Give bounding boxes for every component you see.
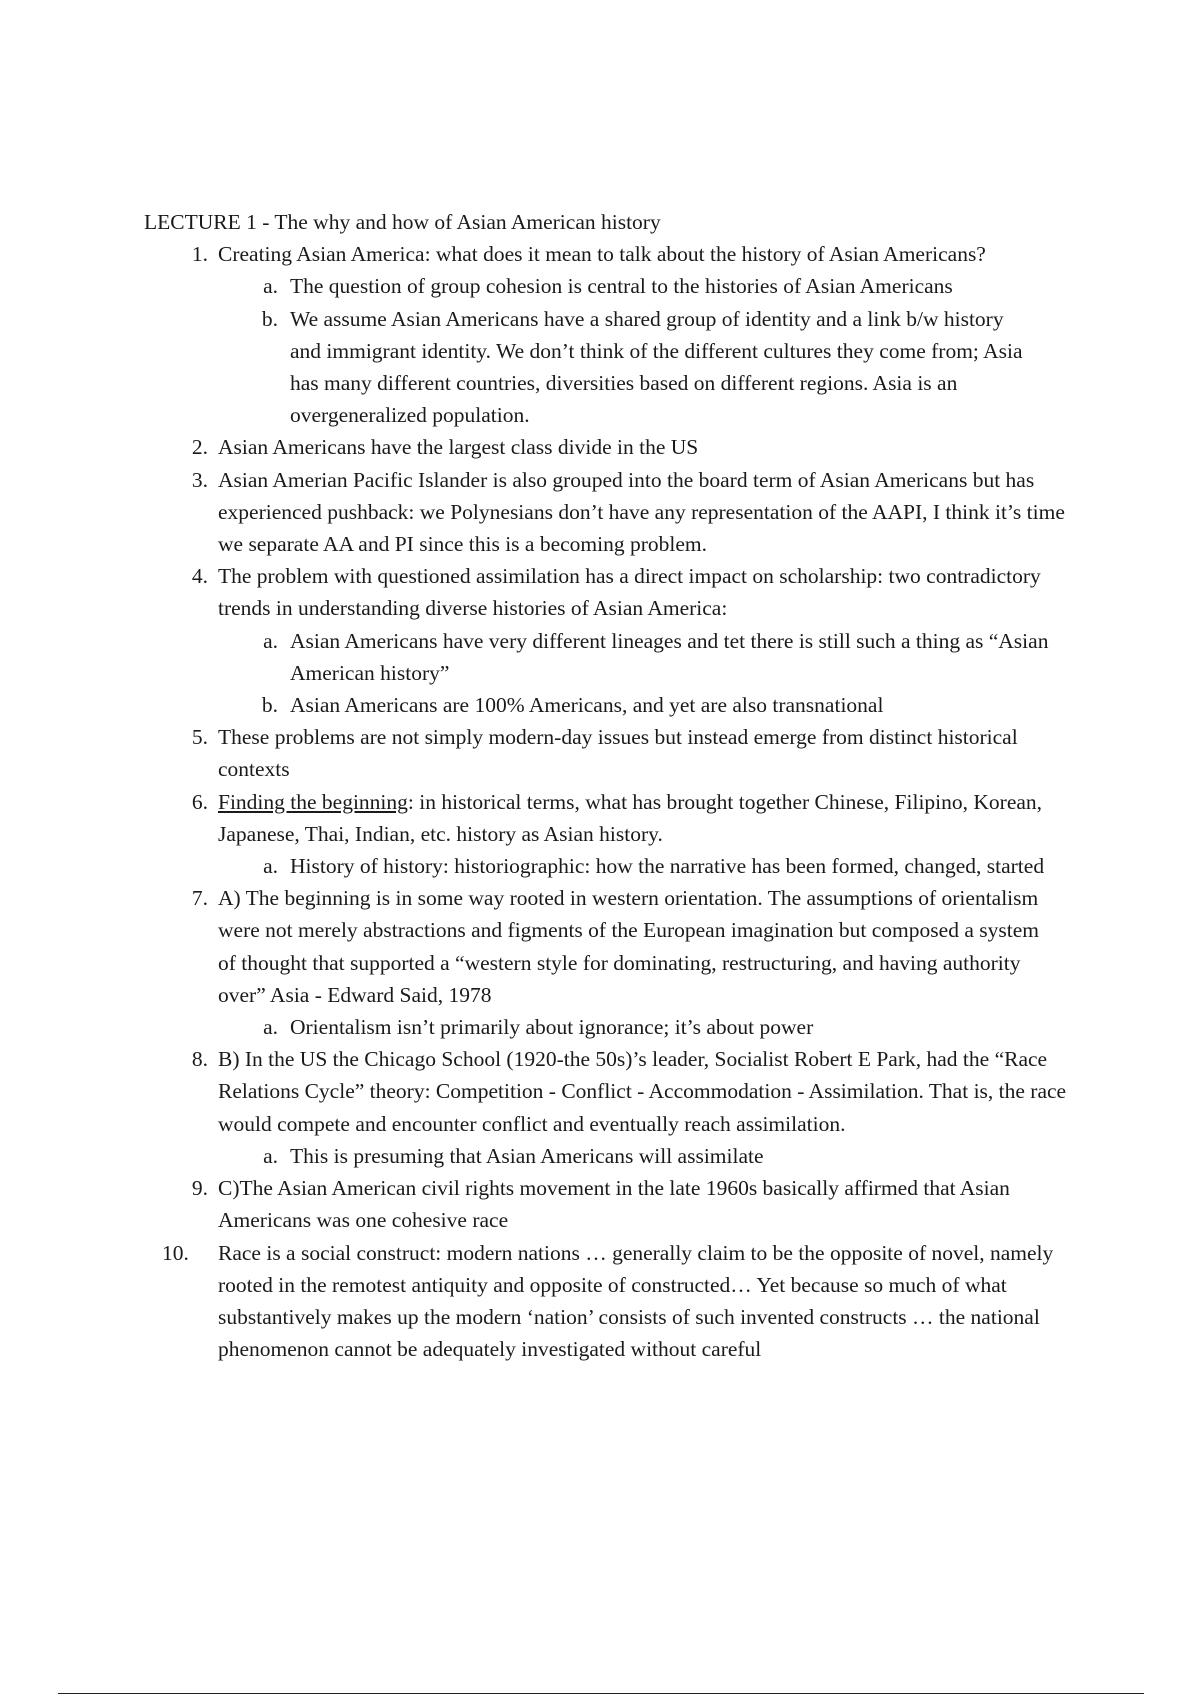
item-number: 6. [191, 789, 208, 814]
list-item [144, 1237, 1096, 1366]
list-item [144, 786, 1096, 883]
item-text: These problems are not simply modern-day issues but instead emerge from distinct historical contexts [218, 725, 1018, 782]
item-number: 2. [191, 435, 208, 460]
item-number: 7. [191, 886, 208, 911]
sub-list [218, 1011, 1062, 1043]
item-number: 1. [191, 242, 208, 267]
sub-list [218, 625, 1096, 722]
sub-item-text: The question of group cohesion is central to the histories of Asian Americans [290, 274, 953, 299]
sub-item-text: Asian Americans have very different lineages and tet there is still such a thing as “Asian American history” [290, 628, 1049, 685]
item-text: B) In the US the Chicago School (1920-the 50s)’s leader, Socialist Robert E Park, had the “Race Relations Cycle” theory: Competition - Conflict - Accommodation - Assimilation. That is, the race would compete and encounter conflict and eventually reach assimilation. [218, 1047, 1067, 1136]
item-text: Creating Asian America: what does it mean to talk about the history of Asian Americans? [218, 242, 986, 267]
sub-list-item [218, 270, 1096, 302]
item-text: : in historical terms, what has brought together Chinese, Filipino, Korean, Japanese, Thai, Indian, etc. history as Asian history. [218, 789, 1043, 846]
sub-item-letter: a. [263, 1015, 278, 1040]
sub-list [218, 1140, 1096, 1172]
sub-list-item [218, 689, 1096, 721]
sub-item-letter: b. [261, 306, 278, 331]
sub-list-item [218, 303, 1096, 432]
list-item [144, 1172, 1096, 1236]
item-text: A) The beginning is in some way rooted in western orientation. The assumptions of orientalism were not merely abstractions and figments of the European imagination but composed a system of thought that supported a “western style for dominating, restructuring, and having authority over” Asia - Edward Said, 1978 [218, 886, 1039, 1007]
list-item [144, 882, 1096, 1043]
sub-list-item [218, 850, 1096, 882]
sub-item-text: We assume Asian Americans have a shared group of identity and a link b/w history and immigrant identity. We don’t think of the different cultures they come from; Asia has many different countries, diversities based on different regions. Asia is an overgeneralized population. [290, 306, 1023, 428]
list-item [144, 238, 1096, 431]
list-item [144, 560, 1096, 721]
sub-list-item [218, 1140, 1096, 1172]
item-text: Asian Amerian Pacific Islander is also grouped into the board term of Asian Americans but has experienced pushback: we Polynesians don’t have any representation of the AAPI, I think it’s time we separate AA and PI since this is a becoming problem. [218, 467, 1065, 557]
item-number: 5. [191, 725, 208, 750]
sub-item-text: This is presuming that Asian Americans will assimilate [290, 1143, 764, 1168]
list-item [144, 721, 1096, 785]
item-text: Race is a social construct: modern nations … generally claim to be the opposite of novel, namely rooted in the remotest antiquity and opposite of constructed… Yet because so much of what substantively makes up the modern ‘nation’ consists of such invented constructs … the national phenomenon cannot be adequately investigated without careful [218, 1240, 1054, 1362]
sub-list [218, 270, 1096, 431]
sub-item-letter: a. [263, 274, 278, 299]
footer-divider [58, 1693, 1144, 1694]
sub-item-letter: a. [263, 854, 278, 879]
sub-item-letter: b. [261, 693, 278, 718]
sub-list-item [218, 625, 1096, 689]
list-item [144, 431, 1096, 463]
item-number: 4. [191, 564, 208, 589]
underlined-phrase: Finding the beginning [218, 789, 408, 814]
lecture-outline [144, 238, 1096, 1365]
item-text: The problem with questioned assimilation has a direct impact on scholarship: two contradictory trends in understanding diverse histories of Asian America: [218, 564, 1041, 621]
item-text: C)The Asian American civil rights movement in the late 1960s basically affirmed that Asian Americans was one cohesive race [218, 1176, 1010, 1233]
list-item [144, 1043, 1096, 1172]
item-text: Asian Americans have the largest class divide in the US [218, 435, 699, 460]
sub-item-text: History of history: historiographic: how the narrative has been formed, changed, started [290, 854, 1045, 879]
sub-list [218, 850, 1096, 882]
item-number: 9. [191, 1176, 208, 1201]
sub-item-letter: a. [263, 628, 278, 653]
list-item [144, 464, 1096, 561]
item-number: 3. [191, 467, 208, 492]
item-number: 10. [162, 1240, 189, 1265]
lecture-title: LECTURE 1 - The why and how of Asian American history [144, 210, 661, 234]
sub-item-letter: a. [263, 1143, 278, 1168]
document-body [144, 206, 1096, 1365]
sub-list-item [218, 1011, 1062, 1043]
item-number: 8. [191, 1047, 208, 1072]
sub-item-text: Asian Americans are 100% Americans, and yet are also transnational [290, 693, 884, 718]
sub-item-text: Orientalism isn’t primarily about ignorance; it’s about power [290, 1015, 814, 1040]
